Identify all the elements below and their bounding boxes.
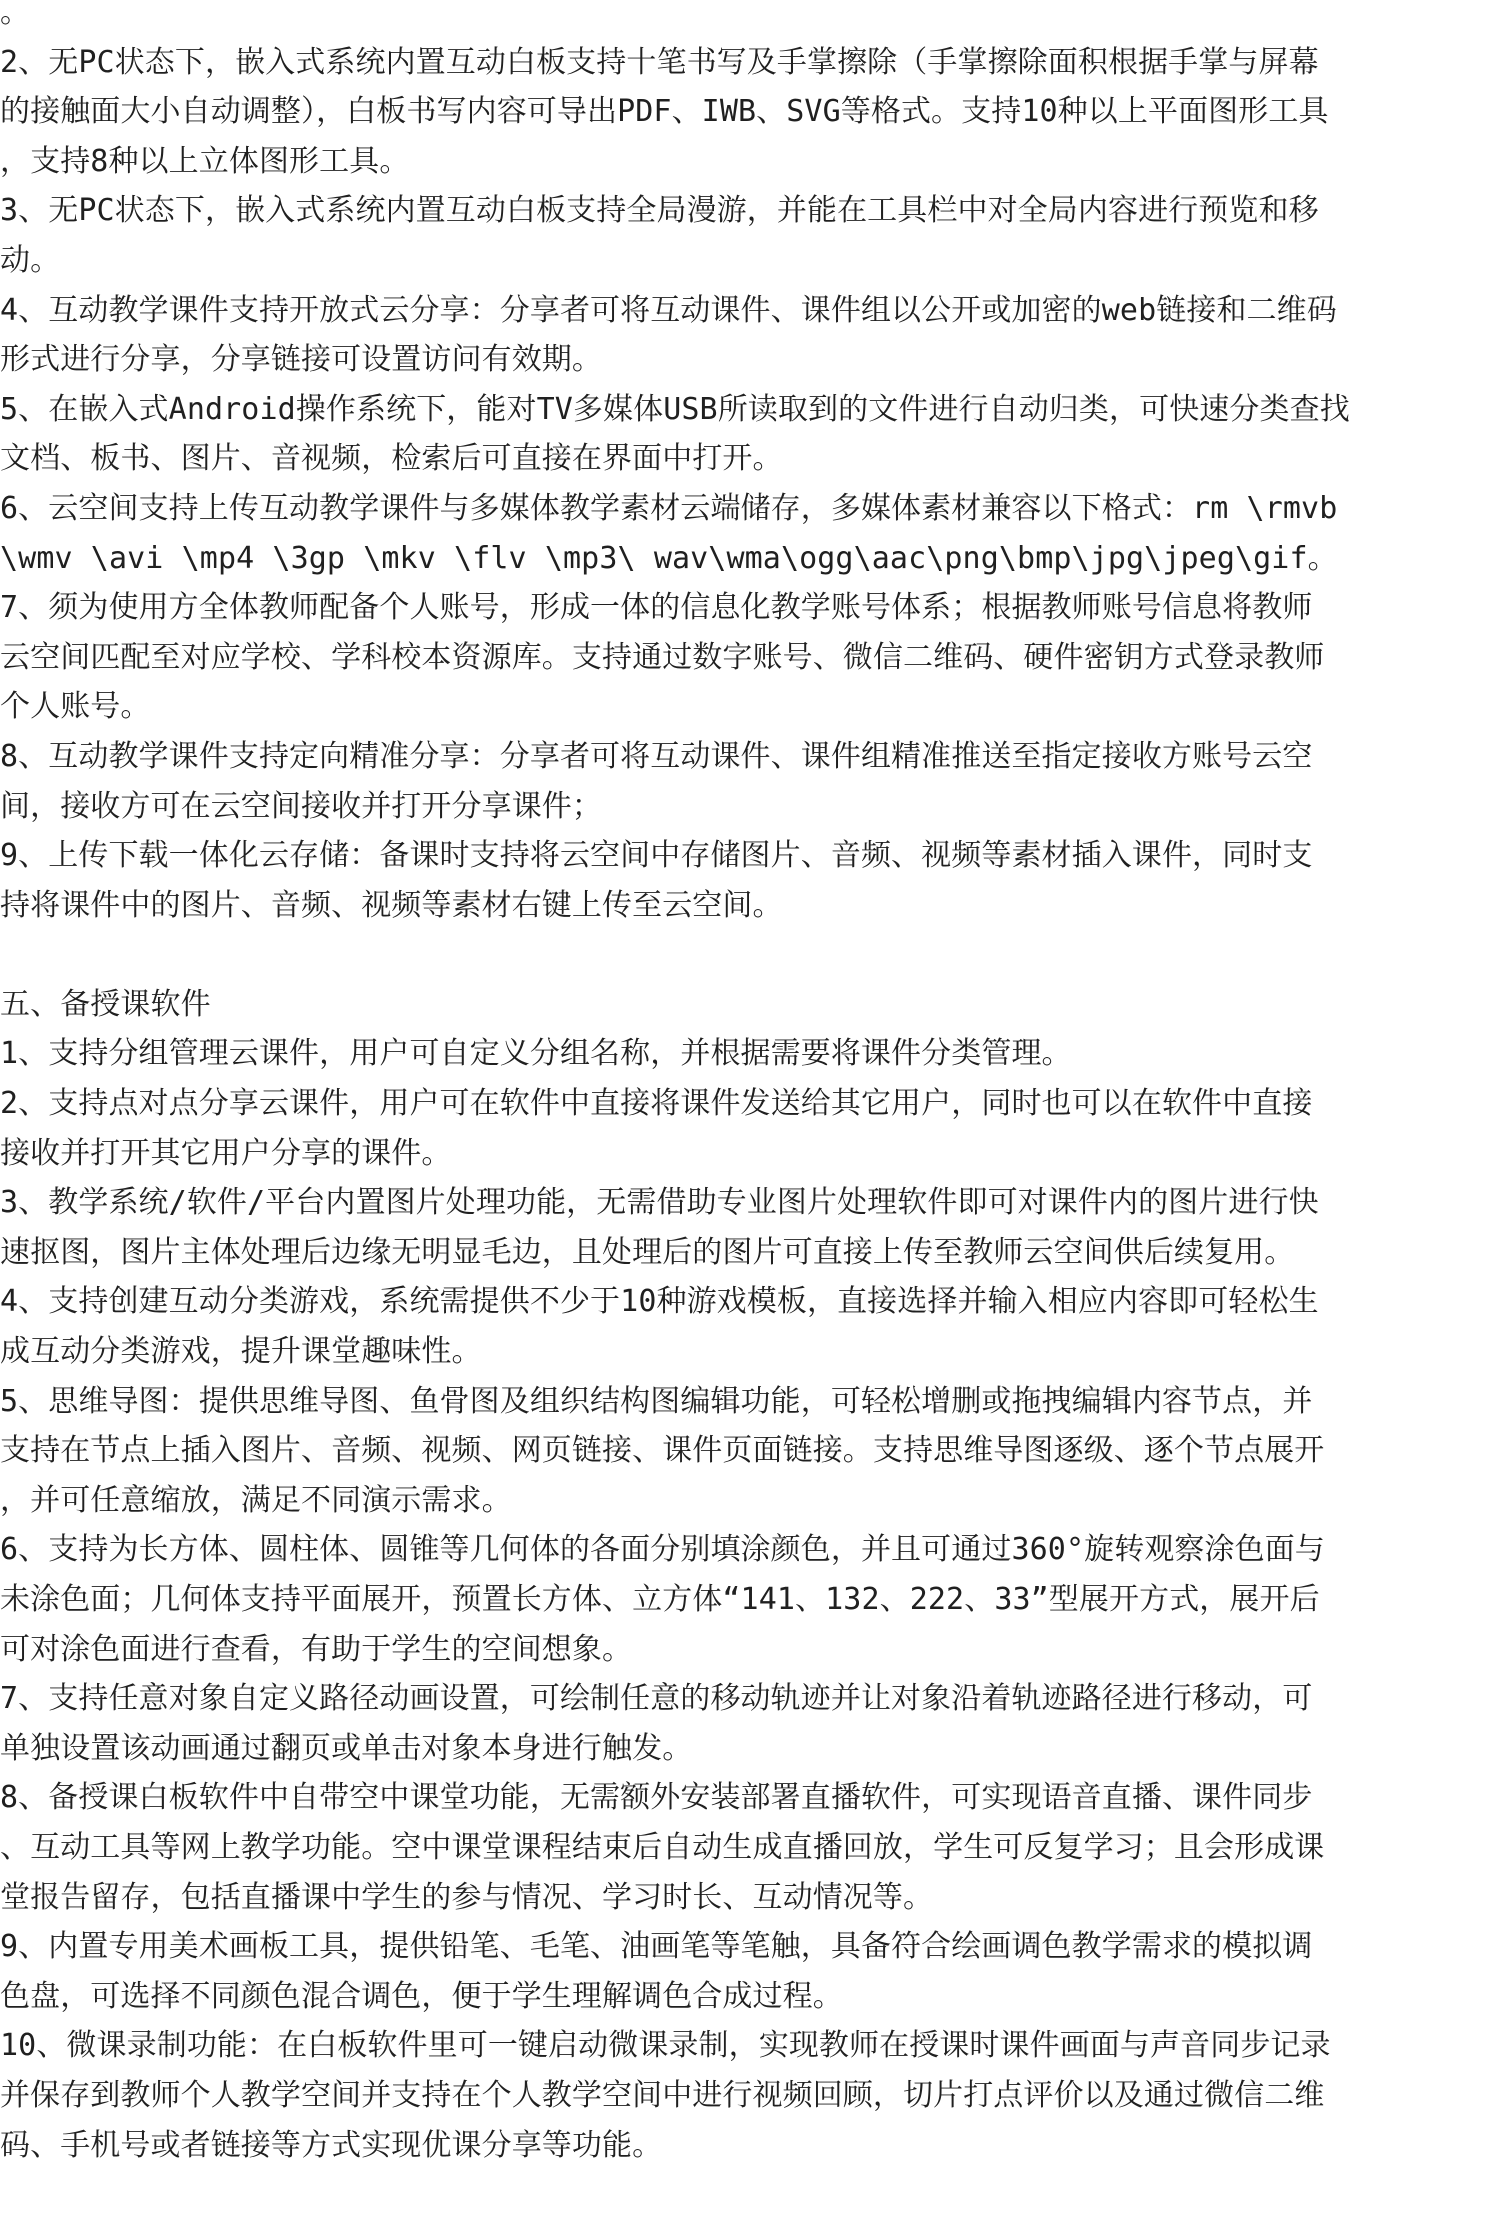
text-line: 间，接收方可在云空间接收并打开分享课件； xyxy=(0,788,602,824)
text-line: 6、支持为长方体、圆柱体、圆锥等几何体的各面分别填涂颜色，并且可通过360°旋转观察涂色面与 xyxy=(0,1532,1325,1568)
text-line: 并保存到教师个人教学空间并支持在个人教学空间中进行视频回顾，切片打点评价以及通过微信二维 xyxy=(0,2077,1325,2113)
text-line: 个人账号。 xyxy=(0,689,151,725)
text-line: 单独设置该动画通过翻页或单击对象本身进行触发。 xyxy=(0,1730,693,1766)
section-heading: 五、备授课软件 xyxy=(0,986,211,1022)
text-line: 7、须为使用方全体教师配备个人账号，形成一体的信息化教学账号体系；根据教师账号信息将教师 xyxy=(0,590,1313,626)
text-line: ，支持8种以上立体图形工具。 xyxy=(0,143,410,179)
text-line: 9、内置专用美术画板工具，提供铅笔、毛笔、油画笔等笔触，具备符合绘画调色教学需求的模拟调 xyxy=(0,1929,1313,1965)
section-cloud-space xyxy=(0,0,1500,930)
text-line: ，并可任意缩放，满足不同演示需求。 xyxy=(0,1482,512,1518)
section-lesson-software xyxy=(0,980,1500,2170)
text-line: \wmv \avi \mp4 \3gp \mkv \flv \mp3\ wav\wma\ogg\aac\png\bmp\jpg\jpeg\gif。 xyxy=(0,540,1338,576)
text-line: 接收并打开其它用户分享的课件。 xyxy=(0,1135,452,1171)
text-line: 色盘，可选择不同颜色混合调色，便于学生理解调色合成过程。 xyxy=(0,1978,843,2014)
text-line: 堂报告留存，包括直播课中学生的参与情况、学习时长、互动情况等。 xyxy=(0,1879,934,1915)
text-line: 2、支持点对点分享云课件，用户可在软件中直接将课件发送给其它用户，同时也可以在软件中直接 xyxy=(0,1086,1313,1122)
text-line: 3、无PC状态下，嵌入式系统内置互动白板支持全局漫游，并能在工具栏中对全局内容进行预览和移 xyxy=(0,193,1319,229)
text-line: 未涂色面；几何体支持平面展开，预置长方体、立方体“141、132、222、33”型展开方式，展开后 xyxy=(0,1582,1320,1617)
text-line: 5、在嵌入式Android操作系统下，能对TV多媒体USB所读取到的文件进行自动归类，可快速分类查找 xyxy=(0,391,1350,427)
text-line: 持将课件中的图片、音频、视频等素材右键上传至云空间。 xyxy=(0,887,783,923)
text-line: 的接触面大小自动调整），白板书写内容可导出PDF、IWB、SVG等格式。支持10种以上平面图形工具 xyxy=(0,94,1329,130)
text-line: 可对涂色面进行查看，有助于学生的空间想象。 xyxy=(0,1631,633,1667)
text-line: 、互动工具等网上教学功能。空中课堂课程结束后自动生成直播回放，学生可反复学习；且会形成课 xyxy=(0,1829,1325,1865)
text-line: 。 xyxy=(0,0,31,30)
text-line: 2、无PC状态下，嵌入式系统内置互动白板支持十笔书写及手掌擦除（手掌擦除面积根据手掌与屏幕 xyxy=(0,44,1319,80)
text-line: 3、教学系统/软件/平台内置图片处理功能，无需借助专业图片处理软件即可对课件内的图片进行快 xyxy=(0,1185,1319,1221)
text-line: 文档、板书、图片、音视频，检索后可直接在界面中打开。 xyxy=(0,441,783,477)
text-line: 9、上传下载一体化云存储：备课时支持将云空间中存储图片、音频、视频等素材插入课件，同时支 xyxy=(0,838,1313,874)
text-line: 1、支持分组管理云课件，用户可自定义分组名称，并根据需要将课件分类管理。 xyxy=(0,1036,1072,1072)
text-line: 动。 xyxy=(0,242,61,278)
text-line: 4、支持创建互动分类游戏，系统需提供不少于10种游戏模板，直接选择并输入相应内容即可轻松生 xyxy=(0,1284,1319,1320)
text-line: 成互动分类游戏，提升课堂趣味性。 xyxy=(0,1334,482,1370)
text-line: 6、云空间支持上传互动教学课件与多媒体教学素材云端储存，多媒体素材兼容以下格式：rm \rmvb xyxy=(0,490,1338,526)
text-line: 4、互动教学课件支持开放式云分享：分享者可将互动课件、课件组以公开或加密的web链接和二维码 xyxy=(0,292,1337,328)
text-line: 形式进行分享，分享链接可设置访问有效期。 xyxy=(0,342,602,378)
text-line: 8、互动教学课件支持定向精准分享：分享者可将互动课件、课件组精准推送至指定接收方账号云空 xyxy=(0,738,1313,774)
text-line: 速抠图，图片主体处理后边缘无明显毛边，且处理后的图片可直接上传至教师云空间供后续复用。 xyxy=(0,1234,1295,1270)
text-line: 码、手机号或者链接等方式实现优课分享等功能。 xyxy=(0,2127,663,2163)
text-line: 云空间匹配至对应学校、学科校本资源库。支持通过数字账号、微信二维码、硬件密钥方式登录教师 xyxy=(0,639,1325,675)
text-line: 7、支持任意对象自定义路径动画设置，可绘制任意的移动轨迹并让对象沿着轨迹路径进行移动，可 xyxy=(0,1681,1313,1717)
text-line: 10、微课录制功能：在白板软件里可一键启动微课录制，实现教师在授课时课件画面与声音同步记录 xyxy=(0,2028,1331,2064)
text-line: 支持在节点上插入图片、音频、视频、网页链接、课件页面链接。支持思维导图逐级、逐个节点展开 xyxy=(0,1433,1325,1469)
paragraph-spacer xyxy=(0,930,1500,980)
text-line: 5、思维导图：提供思维导图、鱼骨图及组织结构图编辑功能，可轻松增删或拖拽编辑内容节点，并 xyxy=(0,1383,1313,1419)
text-line: 8、备授课白板软件中自带空中课堂功能，无需额外安装部署直播软件，可实现语音直播、课件同步 xyxy=(0,1780,1313,1816)
